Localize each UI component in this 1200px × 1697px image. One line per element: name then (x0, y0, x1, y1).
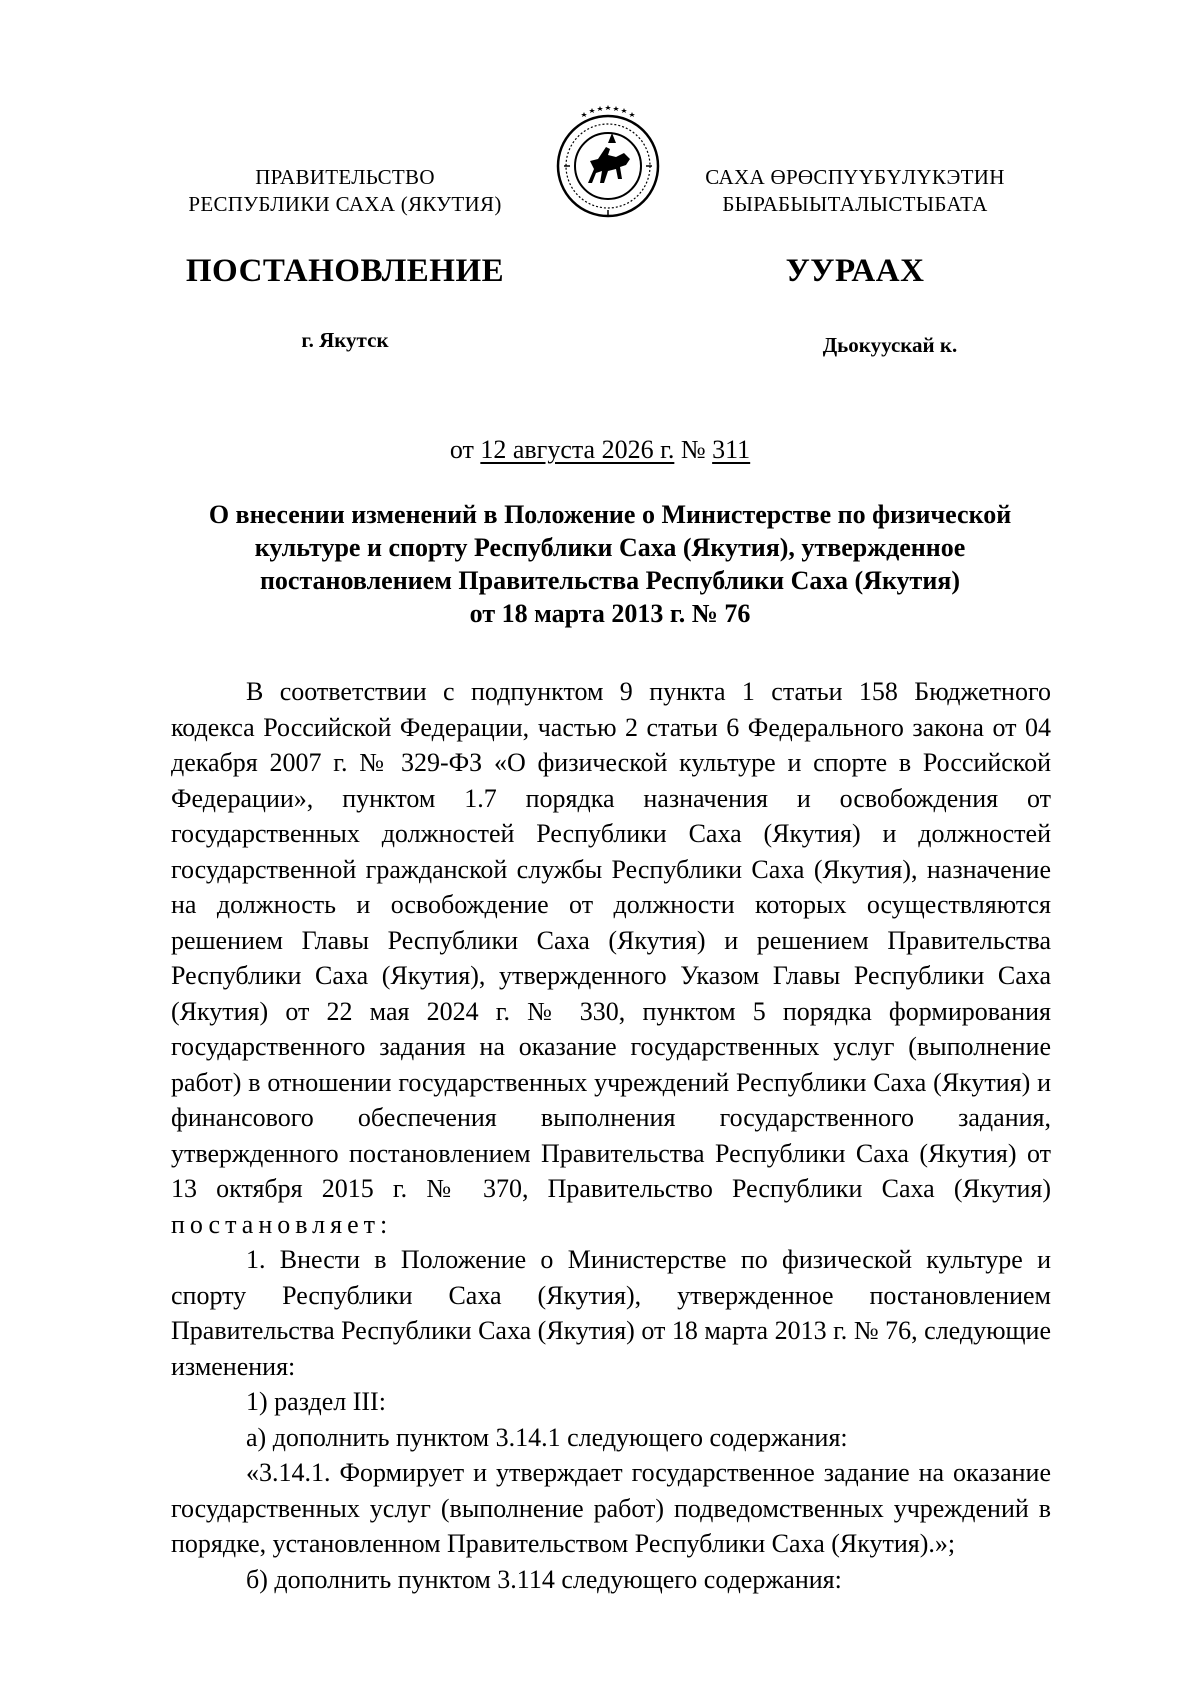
title-line-3: постановлением Правительства Республики Саха (Якутия) (259, 566, 961, 595)
doc-type-russian: ПОСТАНОВЛЕНИЕ (185, 253, 505, 289)
org-name-russian (175, 164, 515, 218)
title-line-2: культуре и спорту Республики Саха (Якутия), утвержденное (254, 533, 966, 562)
quote-3-14-1-paragraph: «3.14.1. Формирует и утверждает государственное задание на оказание государственных услуг (выполнение работ) подведомственных учреждений в порядке, установленном Правительством Республики Саха (Якутия).»; (171, 1458, 1051, 1558)
resolves-word: постановляет: (171, 1209, 393, 1239)
city-yakut: Дьокуускай к. (822, 333, 958, 357)
document-date: 12 августа 2026 г. (480, 435, 675, 464)
doc-type-yakut: УУРААХ (785, 253, 925, 289)
org-name-yakut-line2: БЫРАБЫЫТАЛЫСТЫБАТА (722, 192, 988, 216)
preamble-paragraph (171, 674, 1051, 1242)
preamble-text: В соответствии с подпунктом 9 пункта 1 статьи 158 Бюджетного кодекса Российской Федерации, частью 2 статьи 6 Федерального закона от 04 декабря 2007 г. № 329-ФЗ «О физической культуре и спорте в Российской Федерации», пунктом 1.7 порядка назначения и освобождения от государственных должностей Республики Саха (Якутия) и должностей государственной гражданской службы Республики Саха (Якутия), назначение на должность и освобождение от должности которых осуществляются решением Главы Республики Саха (Якутия) и решением Правительства Республики Саха (Якутия), утвержденного Указом Главы Республики Саха (Якутия) от 22 мая 2024 г. № 330, пунктом 5 порядка формирования государственного задания на оказание государственных услуг (выполнение работ) в отношении государственных учреждений Республики Саха (Якутия) и финансового обеспечения выполнения государственного задания, утвержденного постановлением Правительства Республики Саха (Якутия) от 13 октября 2015 г. № 370, Правительство Республики Саха (Якутия) (171, 677, 1051, 1203)
title-line-1: О внесении изменений в Положение о Министерстве по физической (208, 500, 1012, 529)
org-name-yakut-line1: САХА ӨРӨСПҮҮБҮЛҮКЭТИН (705, 165, 1005, 189)
coat-of-arms-emblem-icon (550, 103, 666, 221)
item-1-1a-paragraph: а) дополнить пунктом 3.14.1 следующего содержания: (246, 1422, 848, 1452)
document-title (170, 498, 1050, 630)
date-number-line (0, 435, 1200, 465)
org-name-russian-line1: ПРАВИТЕЛЬСТВО (255, 165, 435, 189)
title-line-4: от 18 марта 2013 г. № 76 (469, 599, 751, 628)
item-1-paragraph: 1. Внести в Положение о Министерстве по физической культуре и спорту Республики Саха (Якутия), утвержденное постановлением Правительства Республики Саха (Якутия) от 18 марта 2013 г. № 76, следующие изменения: (171, 1245, 1051, 1381)
number-sign: № (674, 435, 713, 464)
document-number: 311 (712, 435, 751, 464)
item-1-1-paragraph: 1) раздел III: (246, 1387, 386, 1416)
date-prefix: от (449, 435, 481, 464)
item-1-1b-paragraph: б) дополнить пунктом 3.114 следующего содержания: (246, 1564, 842, 1594)
org-name-russian-line2: РЕСПУБЛИКИ САХА (ЯКУТИЯ) (188, 192, 502, 216)
document-body (171, 674, 1051, 1597)
org-name-yakut (690, 164, 1020, 218)
city-russian: г. Якутск (301, 328, 389, 352)
